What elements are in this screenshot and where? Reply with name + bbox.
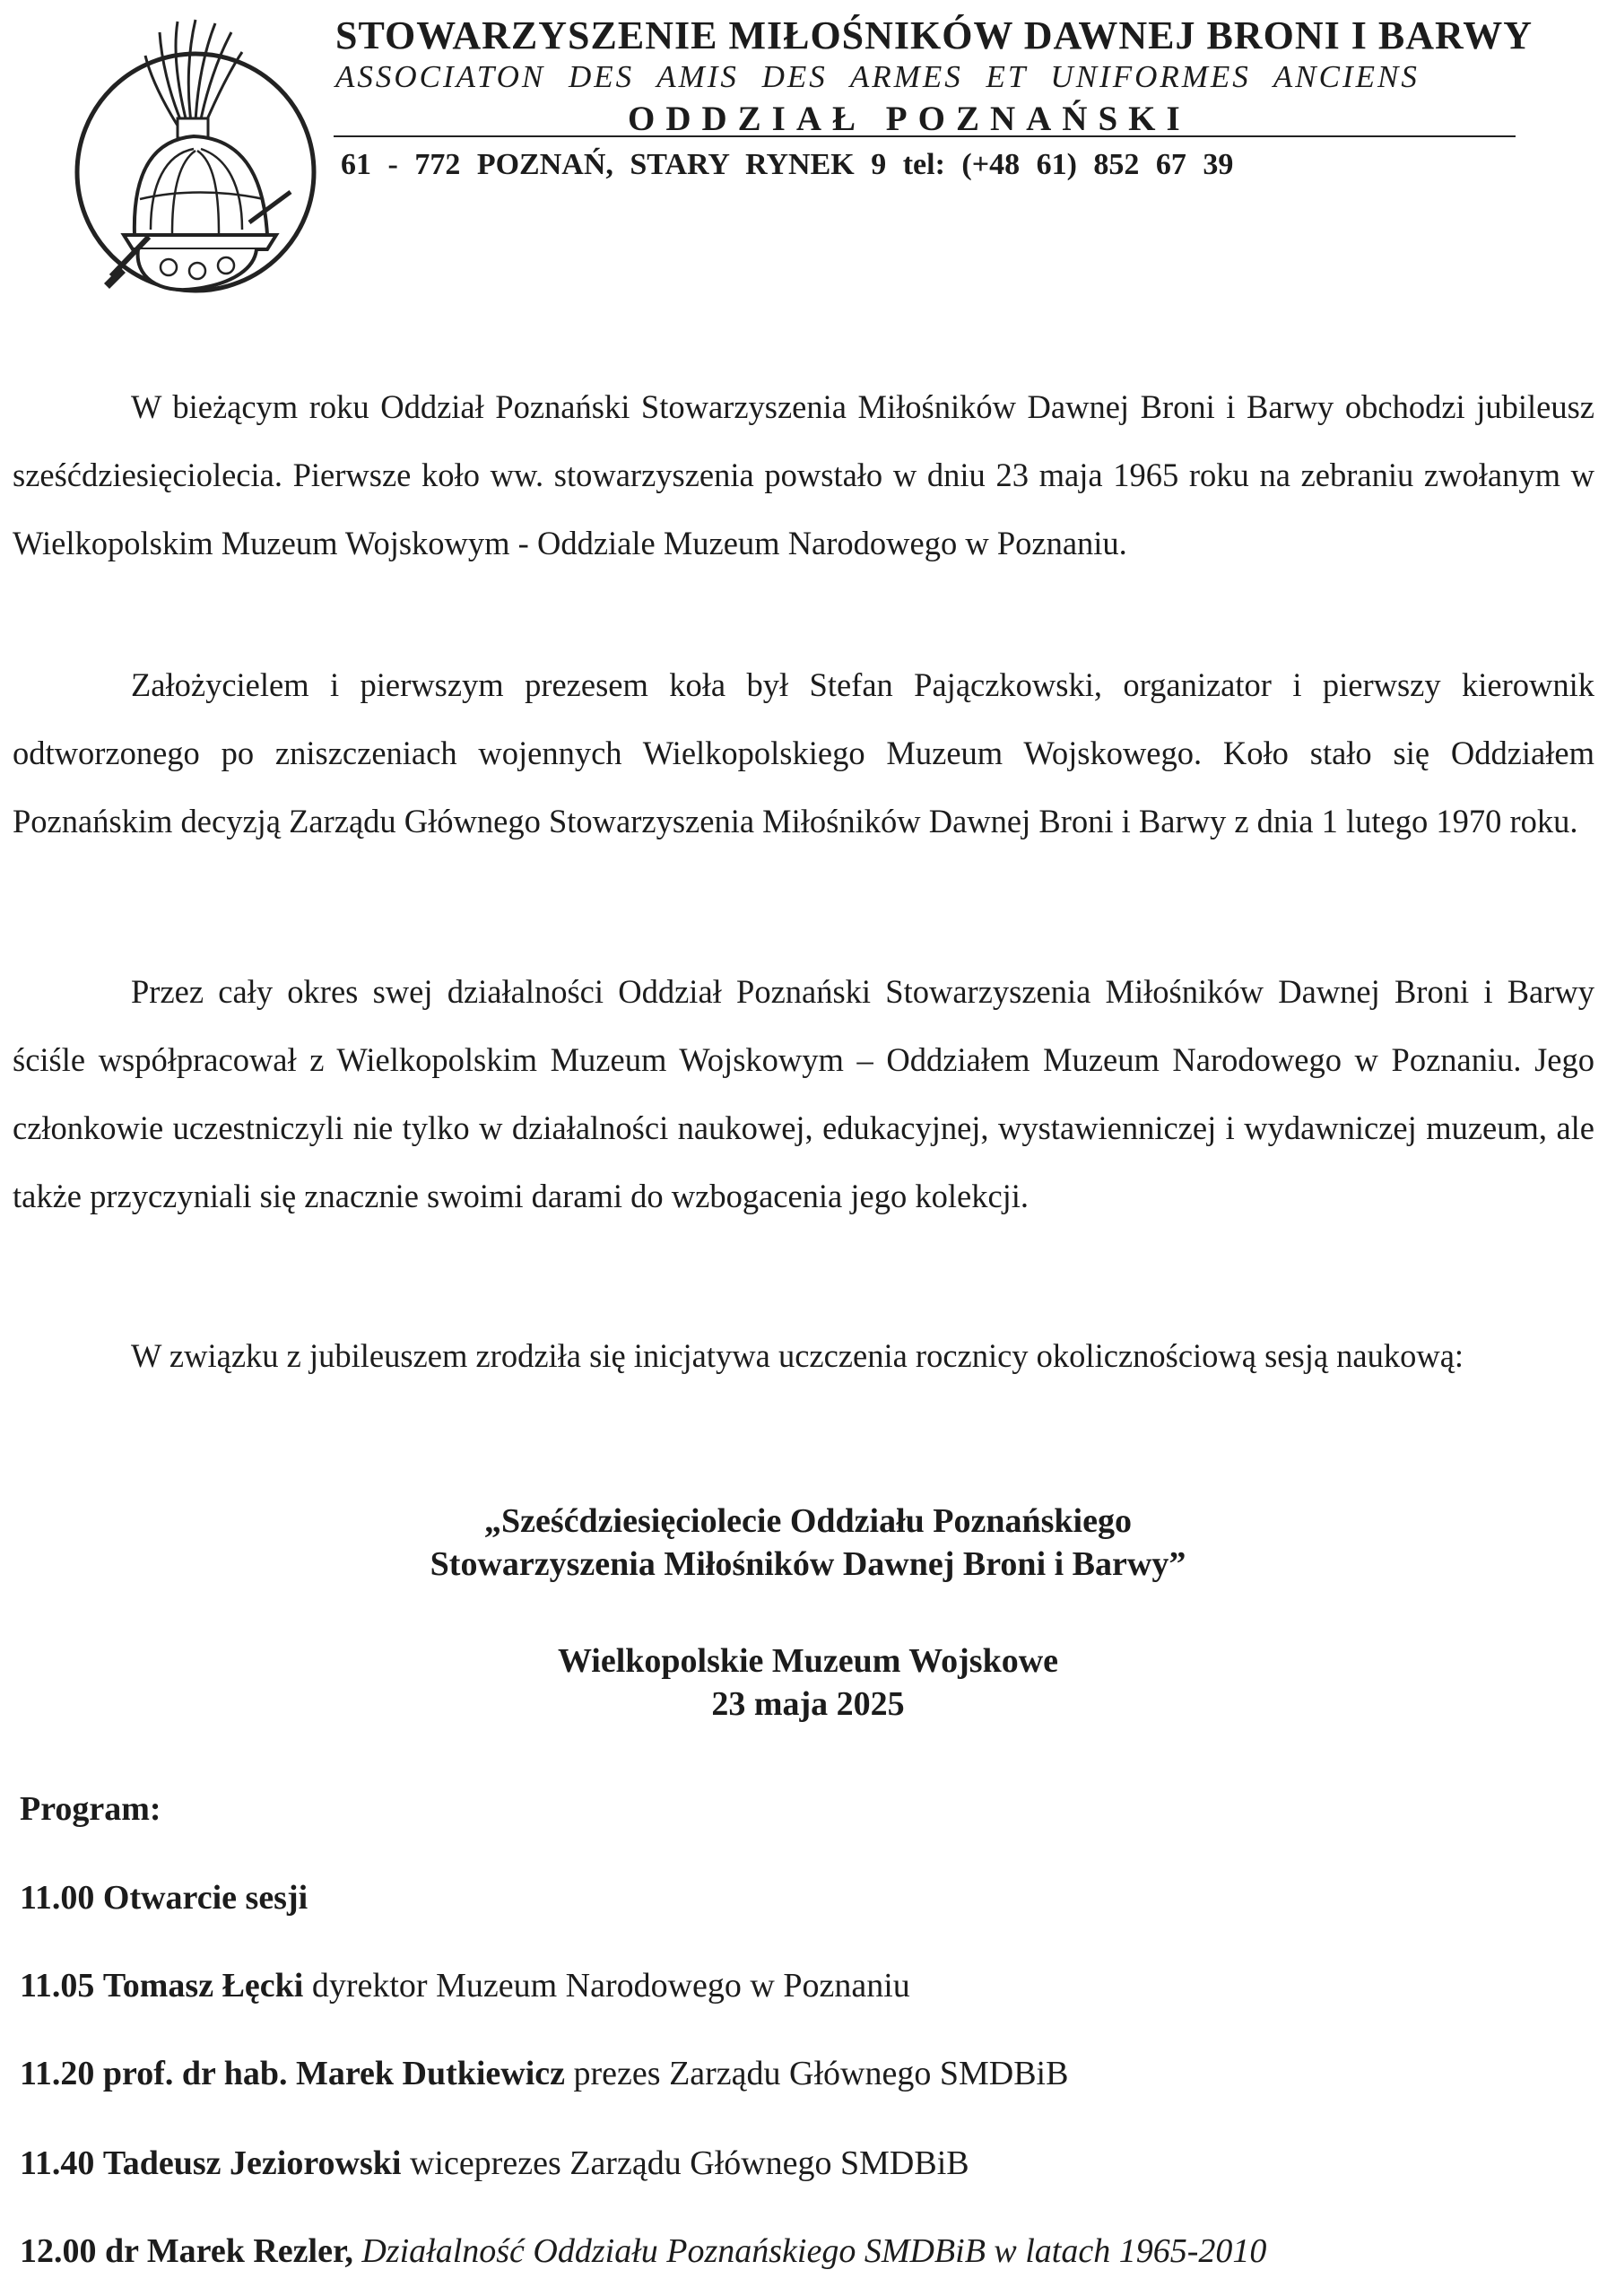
- session-venue-date: [0, 1639, 1616, 1726]
- organization-name: STOWARZYSZENIE MIŁOŚNIKÓW DAWNEJ BRONI I BARWY: [335, 13, 1533, 57]
- address-line: 61 - 772 POZNAŃ, STARY RYNEK 9 tel: (+48 61) 852 67 39: [341, 148, 1234, 181]
- session-date: 23 maja 2025: [711, 1685, 905, 1723]
- program-talk-title: Działalność Oddziału Poznańskiego SMDBiB w latach 1965-2010: [361, 2232, 1267, 2270]
- program-speaker: dr Marek Rezler,: [105, 2232, 353, 2270]
- program-speaker: Tadeusz Jeziorowski: [102, 2144, 402, 2182]
- program-heading: Program:: [20, 1790, 161, 1828]
- program-item: [20, 2231, 1266, 2271]
- program-item: [20, 1966, 910, 2005]
- program-time: 11.20: [20, 2055, 95, 2092]
- program-speaker: Otwarcie sesji: [102, 1879, 308, 1917]
- program-time: 11.05: [20, 1967, 95, 2005]
- program-speaker: prof. dr hab. Marek Dutkiewicz: [102, 2055, 566, 2092]
- paragraph-2: Założycielem i pierwszym prezesem koła był Stefan Pajączkowski, organizator i pierwszy kierownik odtworzonego po zniszczeniach wojennych Wielkopolskiego Muzeum Wojskowego. Koło stało się Oddziałem Poznańskim decyzją Zarządu Głównego Stowarzyszenia Miłośników Dawnej Broni i Barwy z dnia 1 lutego 1970 roku.: [13, 666, 1594, 839]
- program-speaker-role: dyrektor Muzeum Narodowego w Poznaniu: [311, 1967, 910, 2005]
- program-speaker: Tomasz Łęcki: [102, 1967, 304, 2005]
- program-speaker-role: wiceprezes Zarządu Głównego SMDBiB: [409, 2144, 969, 2182]
- session-title-line-1: „Sześćdziesięciolecie Oddziału Poznańskiego: [484, 1502, 1132, 1540]
- session-title-line-2: Stowarzyszenia Miłośników Dawnej Broni i Barwy”: [430, 1545, 1186, 1583]
- program-item: [20, 2144, 969, 2183]
- organization-name-french: ASSOCIATON DES AMIS DES ARMES ET UNIFORMES ANCIENS: [335, 59, 1420, 94]
- paragraph-4: W związku z jubileuszem zrodziła się inicjatywa uczczenia rocznicy okolicznościową sesją naukową:: [131, 1337, 1464, 1374]
- branch-name: ODDZIAŁ POZNAŃSKI: [628, 100, 1191, 138]
- paragraph-1: W bieżącym roku Oddział Poznański Stowarzyszenia Miłośników Dawnej Broni i Barwy obchodzi jubileusz sześćdziesięciolecia. Pierwsze koło ww. stowarzyszenia powstało w dniu 23 maja 1965 roku na zebraniu zwołanym w Wielkopolskim Muzeum Wojskowym - Oddziale Muzeum Narodowego w Poznaniu.: [13, 388, 1594, 561]
- program-time: 11.00: [20, 1879, 95, 1917]
- program-item: [20, 2054, 1068, 2093]
- session-title: [0, 1500, 1616, 1586]
- paragraph-3: Przez cały okres swej działalności Oddział Poznański Stowarzyszenia Miłośników Dawnej Broni i Barwy ściśle współpracował z Wielkopolskim Muzeum Wojskowym – Oddziałem Muzeum Narodowego w Poznaniu. Jego członkowie uczestniczyli nie tylko w działalności naukowej, edukacyjnej, wystawienniczej i wydawniczej muzeum, ale także przyczyniali się znacznie swoimi darami do wzbogacenia jego kolekcji.: [13, 973, 1594, 1214]
- program-time: 12.00: [20, 2232, 97, 2270]
- program-speaker-role: prezes Zarządu Głównego SMDBiB: [573, 2055, 1069, 2092]
- session-venue: Wielkopolskie Muzeum Wojskowe: [557, 1642, 1059, 1680]
- program-time: 11.40: [20, 2144, 95, 2182]
- letterhead-divider: [334, 135, 1516, 137]
- helmet-emblem-logo: [52, 14, 339, 298]
- program-item: [20, 1878, 308, 1918]
